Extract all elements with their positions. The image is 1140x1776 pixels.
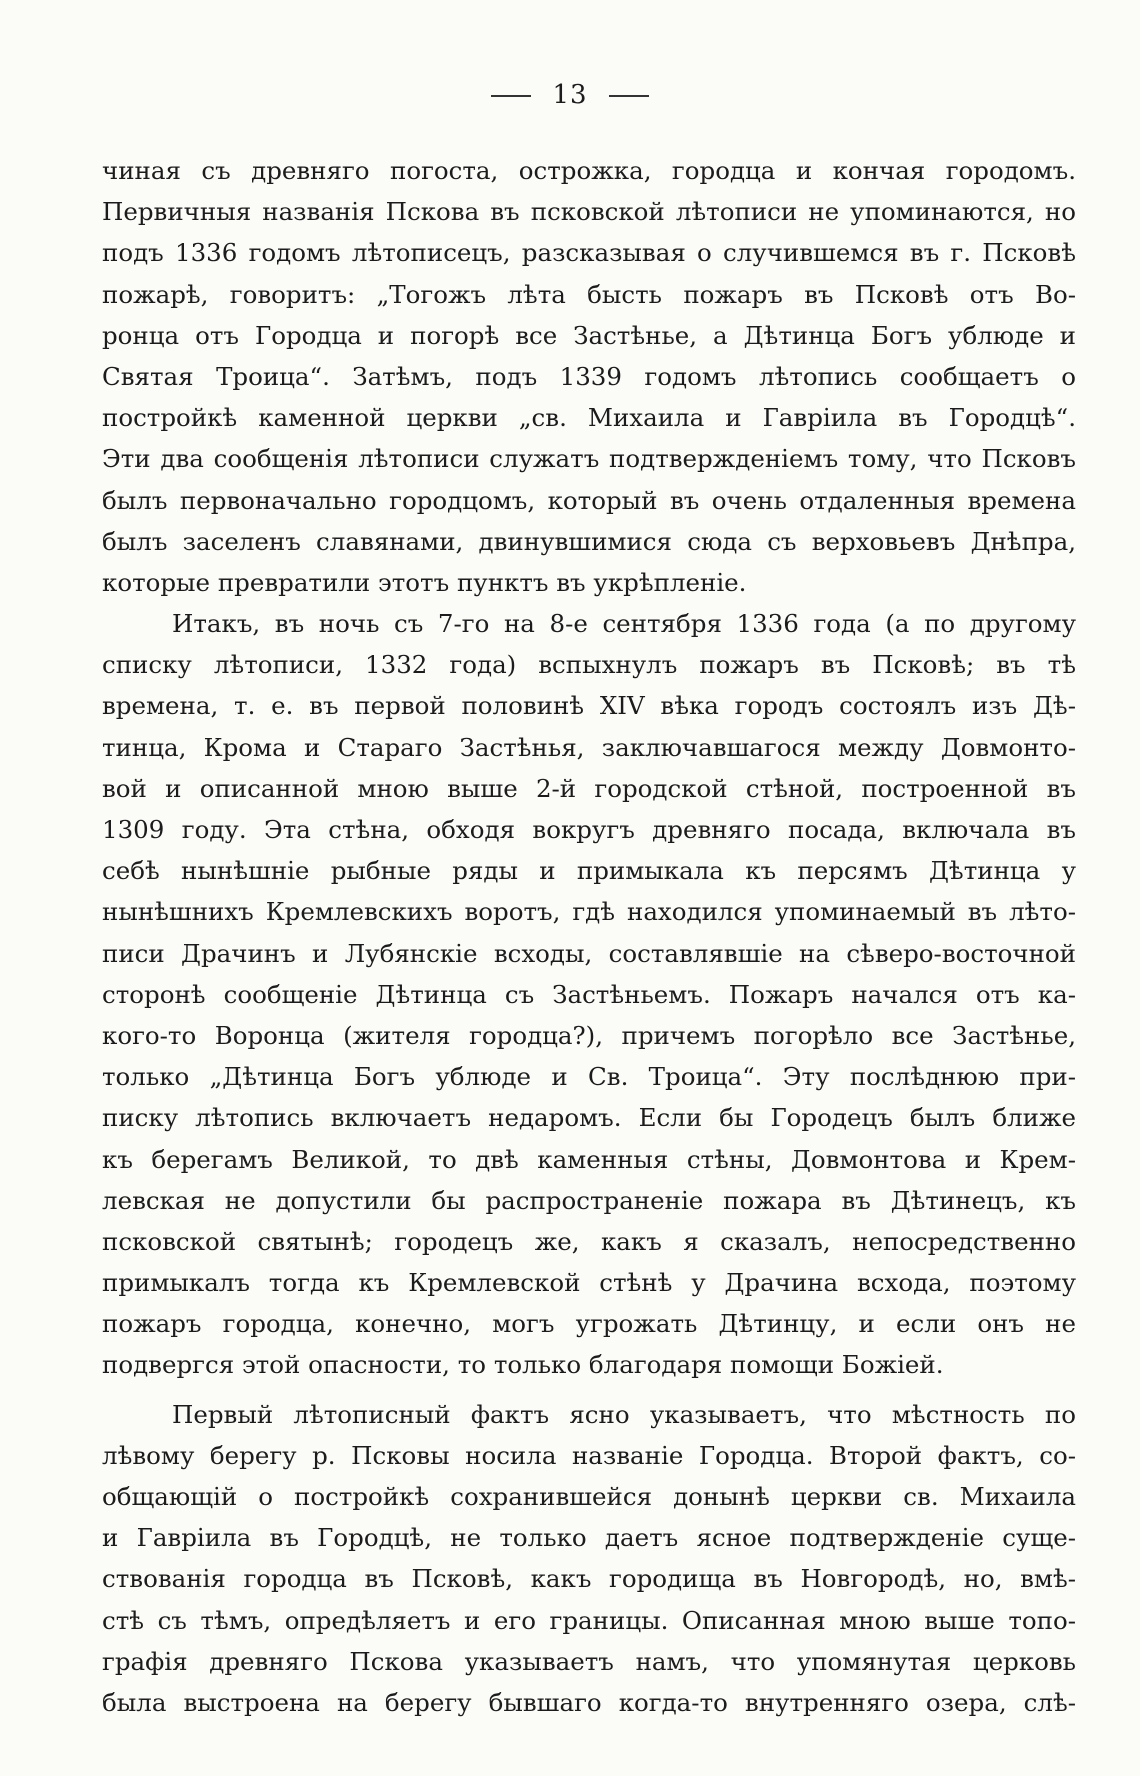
text-line: псковской святынѣ; городецъ же, какъ я сказалъ, непосредственно (102, 1226, 1076, 1256)
text-line: Эти два сообщенія лѣтописи служатъ подтвержденіемъ тому, что Псковъ (102, 444, 1076, 474)
text-line: себѣ нынѣшніе рыбные ряды и примыкала къ персямъ Дѣтинца у (102, 856, 1076, 886)
text-line: ствованія городца въ Псковѣ, какъ городища въ Новгородѣ, но, вмѣ- (102, 1564, 1076, 1594)
text-line: подвергся этой опасности, то только благодаря помощи Божіей. (102, 1350, 944, 1380)
text-line: графія древняго Пскова указываетъ намъ, что упомянутая церковь (102, 1646, 1076, 1676)
text-line: только „Дѣтинца Богъ ублюде и Св. Троица“. Эту послѣднюю при- (102, 1062, 1076, 1092)
text-line: былъ заселенъ славянами, двинувшимися сюда съ верховьевъ Днѣпра, (102, 526, 1076, 556)
text-line: и Гавріила въ Городцѣ, не только даетъ ясное подтвержденіе суще- (102, 1523, 1076, 1553)
text-line: Первичныя названія Пскова въ псковской лѣтописи не упоминаются, но (102, 197, 1076, 227)
text-line: левская не допустили бы распространеніе пожара въ Дѣтинецъ, къ (102, 1185, 1076, 1215)
text-line: нынѣшнихъ Кремлевскихъ воротъ, гдѣ находился упоминаемый въ лѣто- (102, 897, 1076, 927)
page-number: 13 (552, 80, 588, 110)
text-line: сторонѣ сообщеніе Дѣтинца съ Застѣньемъ. Пожаръ начался отъ ка- (102, 979, 1076, 1009)
text-line: вой и описанной мною выше 2-й городской стѣной, построенной въ (102, 773, 1076, 803)
text-line: лѣвому берегу р. Псковы носила названіе Городца. Второй фактъ, со- (102, 1440, 1076, 1470)
text-line: Святая Троица“. Затѣмъ, подъ 1339 годомъ лѣтопись сообщаетъ о (102, 361, 1076, 391)
text-line: кого-то Воронца (жителя городца?), причемъ погорѣло все Застѣнье, (102, 1020, 1076, 1050)
text-line: Итакъ, въ ночь съ 7-го на 8-е сентября 1336 года (а по другому (172, 609, 1076, 639)
text-line: которые превратили этотъ пунктъ въ укрѣпленіе. (102, 567, 747, 597)
paragraph-gap (102, 1386, 1076, 1394)
paragraph-3 (102, 1394, 1076, 1724)
paragraph-1 (102, 150, 1076, 603)
text-line: былъ первоначально городцомъ, который въ очень отдаленныя времена (102, 485, 1076, 515)
text-line: писку лѣтопись включаетъ недаромъ. Если бы Городецъ былъ ближе (102, 1103, 1076, 1133)
text-line: была выстроена на берегу бывшаго когда-то внутренняго озера, слѣ- (102, 1687, 1076, 1717)
text-line: пожаръ городца, конечно, могъ угрожать Дѣтинцу, и если онъ не (102, 1309, 1076, 1339)
text-line: чиная съ древняго погоста, острожка, городца и кончая городомъ. (102, 156, 1076, 185)
text-line: тинца, Крома и Стараго Застѣнья, заключавшагося между Довмонто- (102, 732, 1076, 762)
page-number-header (0, 80, 1140, 110)
text-line: общающій о постройкѣ сохранившейся донынѣ церкви св. Михаила (102, 1482, 1076, 1511)
text-line: пожарѣ, говоритъ: „Тогожъ лѣта бысть пожаръ въ Псковѣ отъ Во- (102, 279, 1076, 309)
text-line: списку лѣтописи, 1332 года) вспыхнулъ пожаръ въ Псковѣ; въ тѣ (102, 650, 1076, 680)
right-dash-ornament (609, 95, 649, 97)
text-line: времена, т. е. въ первой половинѣ XIV вѣка городъ состоялъ изъ Дѣ- (102, 691, 1076, 721)
text-line: ронца отъ Городца и погорѣ все Застѣнье, а Дѣтинца Богъ ублюде и (102, 320, 1076, 350)
text-line: подъ 1336 годомъ лѣтописецъ, разсказывая о случившемся въ г. Псковѣ (102, 238, 1076, 268)
body-text (102, 150, 1076, 1723)
text-line: 1309 году. Эта стѣна, обходя вокругъ древняго посада, включала въ (102, 815, 1076, 844)
text-line: къ берегамъ Великой, то двѣ каменныя стѣны, Довмонтова и Крем- (102, 1144, 1076, 1174)
text-line: писи Драчинъ и Лубянскіе всходы, составлявшіе на сѣверо-восточной (102, 938, 1076, 968)
text-line: постройкѣ каменной церкви „св. Михаила и Гавріила въ Городцѣ“. (102, 403, 1076, 433)
text-line: Первый лѣтописный фактъ ясно указываетъ, что мѣстность по (172, 1399, 1076, 1429)
text-line: стѣ съ тѣмъ, опредѣляетъ и его границы. Описанная мною выше топо- (102, 1605, 1076, 1635)
text-line: примыкалъ тогда къ Кремлевской стѣнѣ у Драчина всхода, поэтому (102, 1268, 1076, 1298)
left-dash-ornament (491, 95, 531, 97)
paragraph-2 (102, 603, 1076, 1386)
